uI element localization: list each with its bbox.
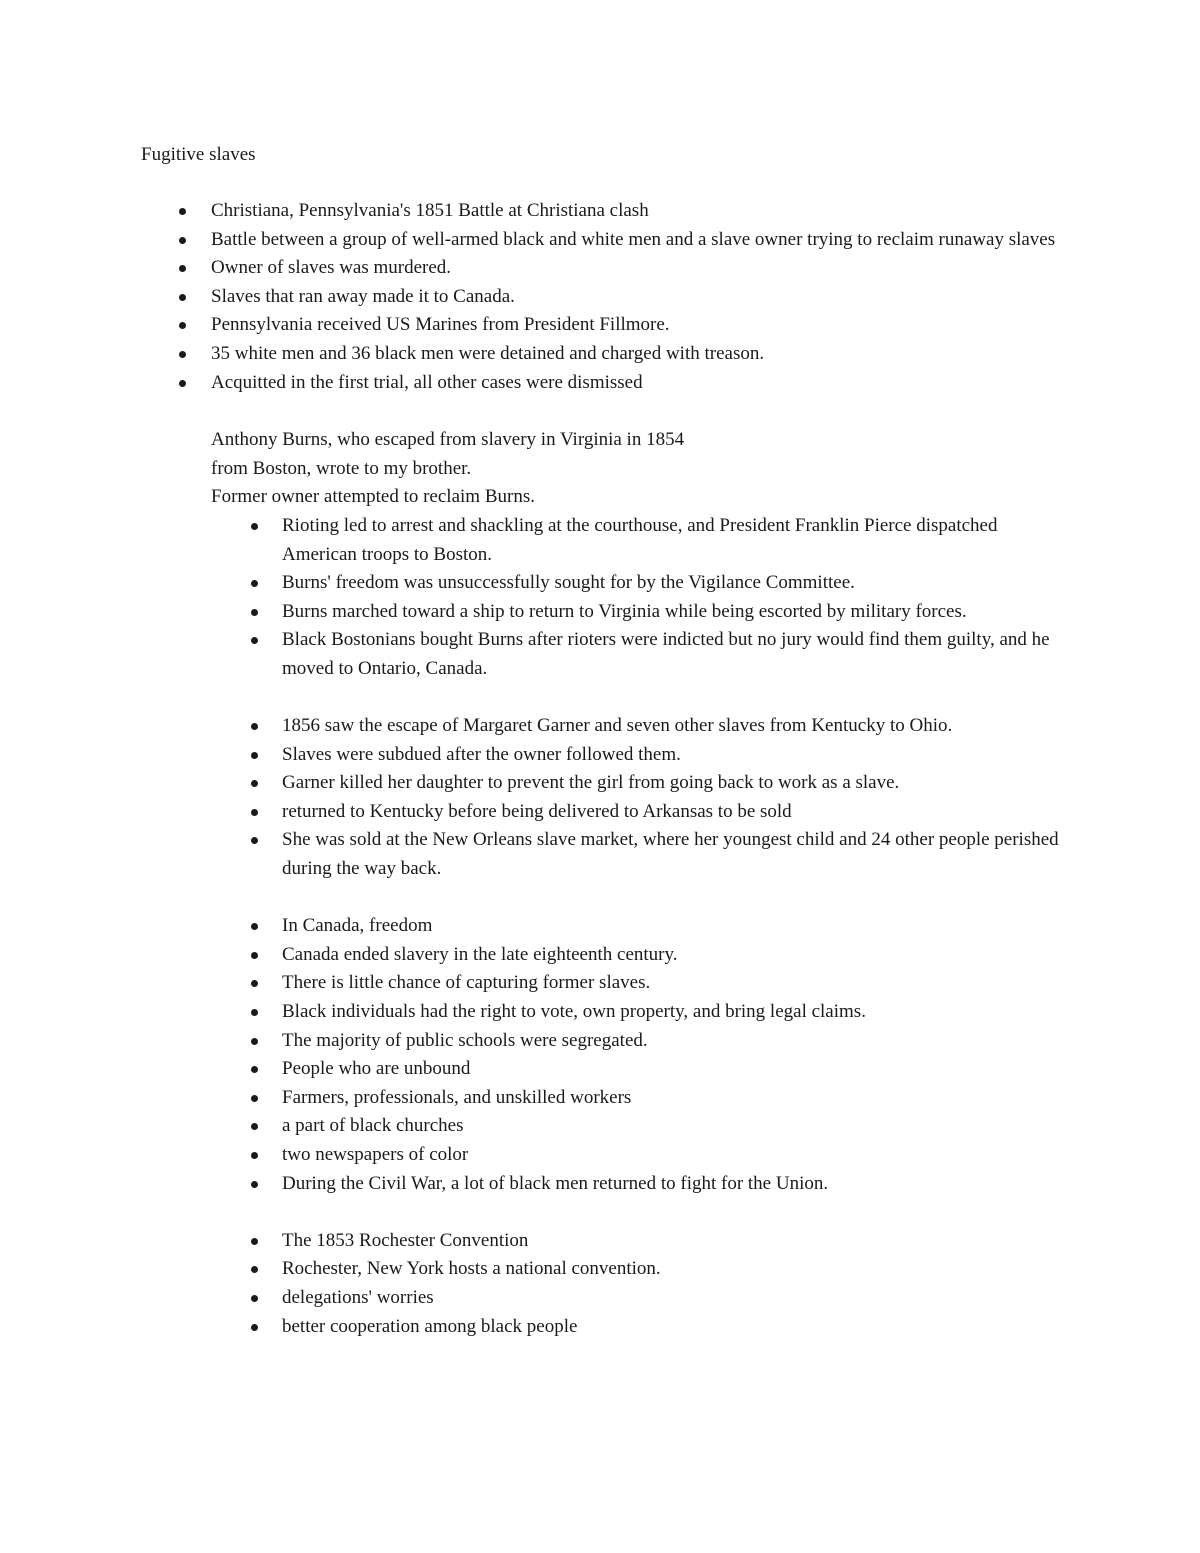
canada-list — [141, 912, 1061, 1198]
bullet-icon — [251, 1066, 258, 1073]
list-item: Rochester, New York hosts a national convention. — [141, 1255, 1061, 1284]
list-item: Battle between a group of well-armed black and white men and a slave owner trying to reclaim runaway slaves — [141, 226, 1061, 255]
bullet-icon — [251, 723, 258, 730]
list-item: two newspapers of color — [141, 1141, 1061, 1170]
bullet-icon — [251, 837, 258, 844]
bullet-icon — [179, 208, 186, 215]
list-item: In Canada, freedom — [141, 912, 1061, 941]
list-item: Owner of slaves was murdered. — [141, 254, 1061, 283]
bullet-icon — [251, 1009, 258, 1016]
list-item: During the Civil War, a lot of black men returned to fight for the Union. — [141, 1170, 1061, 1199]
list-item: People who are unbound — [141, 1055, 1061, 1084]
bullet-icon — [251, 980, 258, 987]
bullet-icon — [251, 923, 258, 930]
list-item: Garner killed her daughter to prevent the girl from going back to work as a slave. — [141, 769, 1061, 798]
garner-list — [141, 712, 1061, 884]
list-item: Slaves that ran away made it to Canada. — [141, 283, 1061, 312]
bullet-icon — [251, 1095, 258, 1102]
paragraph-line: Anthony Burns, who escaped from slavery in Virginia in 1854 — [211, 429, 685, 451]
list-item: Slaves were subdued after the owner followed them. — [141, 741, 1061, 770]
paragraph-line: from Boston, wrote to my brother. — [211, 457, 472, 479]
rochester-list — [141, 1227, 1061, 1341]
list-item: delegations' worries — [141, 1284, 1061, 1313]
bullet-icon — [251, 609, 258, 616]
list-item: The majority of public schools were segregated. — [141, 1027, 1061, 1056]
list-item: Acquitted in the first trial, all other cases were dismissed — [141, 369, 1061, 398]
list-item: Pennsylvania received US Marines from President Fillmore. — [141, 311, 1061, 340]
list-item: 35 white men and 36 black men were detained and charged with treason. — [141, 340, 1061, 369]
bullet-icon — [251, 1181, 258, 1188]
bullet-icon — [251, 780, 258, 787]
list-item: 1856 saw the escape of Margaret Garner and seven other slaves from Kentucky to Ohio. — [141, 712, 1061, 741]
burns-paragraph — [211, 426, 1061, 512]
bullet-icon — [251, 752, 258, 759]
bullet-icon — [251, 580, 258, 587]
list-item: She was sold at the New Orleans slave market, where her youngest child and 24 other people perished during the way back. — [141, 826, 1061, 883]
bullet-icon — [179, 237, 186, 244]
bullet-icon — [179, 322, 186, 329]
bullet-icon — [251, 1295, 258, 1302]
bullet-icon — [251, 637, 258, 644]
document-page — [141, 140, 1061, 1341]
list-item: Burns marched toward a ship to return to Virginia while being escorted by military forces. — [141, 598, 1061, 627]
bullet-icon — [251, 1123, 258, 1130]
bullet-icon — [251, 1324, 258, 1331]
bullet-icon — [251, 1038, 258, 1045]
bullet-icon — [179, 351, 186, 358]
bullet-icon — [251, 1238, 258, 1245]
christiana-list — [141, 197, 1061, 397]
bullet-icon — [179, 265, 186, 272]
list-item: better cooperation among black people — [141, 1313, 1061, 1342]
list-item: Burns' freedom was unsuccessfully sought for by the Vigilance Committee. — [141, 569, 1061, 598]
list-item: returned to Kentucky before being delivered to Arkansas to be sold — [141, 798, 1061, 827]
list-item: Canada ended slavery in the late eighteenth century. — [141, 941, 1061, 970]
list-item: a part of black churches — [141, 1112, 1061, 1141]
list-item: Rioting led to arrest and shackling at the courthouse, and President Franklin Pierce dispatched American troops to Boston. — [141, 512, 1061, 569]
list-item: There is little chance of capturing former slaves. — [141, 969, 1061, 998]
paragraph-line: Former owner attempted to reclaim Burns. — [211, 486, 535, 508]
list-item: Black Bostonians bought Burns after rioters were indicted but no jury would find them guilty, and he moved to Ontario, Canada. — [141, 626, 1061, 683]
document-title: Fugitive slaves — [141, 144, 256, 165]
list-item: The 1853 Rochester Convention — [141, 1227, 1061, 1256]
bullet-icon — [251, 1152, 258, 1159]
list-item: Christiana, Pennsylvania's 1851 Battle at Christiana clash — [141, 197, 1061, 226]
bullet-icon — [251, 952, 258, 959]
bullet-icon — [179, 294, 186, 301]
bullet-icon — [179, 380, 186, 387]
list-item: Black individuals had the right to vote, own property, and bring legal claims. — [141, 998, 1061, 1027]
list-item: Farmers, professionals, and unskilled workers — [141, 1084, 1061, 1113]
bullet-icon — [251, 523, 258, 530]
bullet-icon — [251, 809, 258, 816]
burns-list — [141, 512, 1061, 684]
bullet-icon — [251, 1266, 258, 1273]
